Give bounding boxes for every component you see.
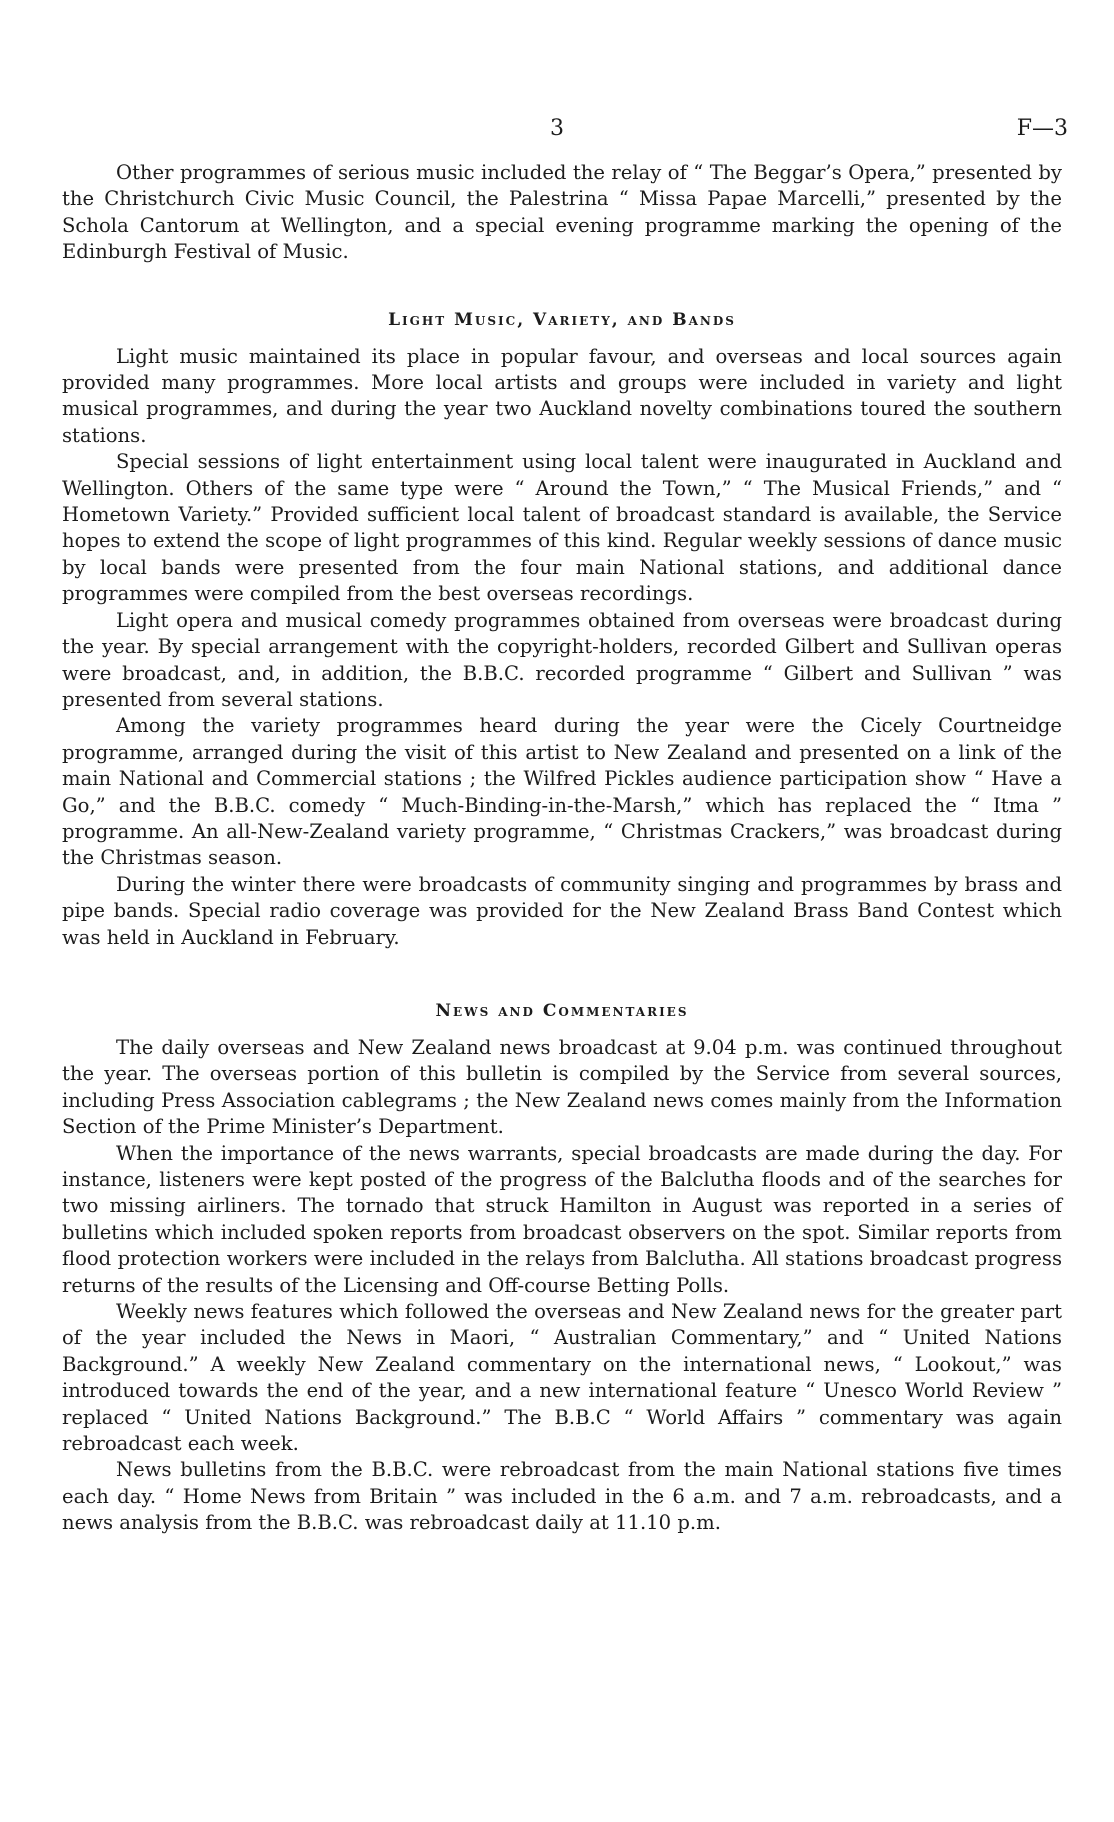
paragraph: During the winter there were broadcasts of community singing and programmes by brass and pipe bands. Special radio coverage was provided for the New Zealand Brass Band Contest which was held in Auckland in February. <box>62 872 1062 949</box>
page-header <box>62 0 1068 160</box>
intro-section <box>62 160 1062 266</box>
light-music-section <box>62 310 1062 951</box>
paragraph: Light opera and musical comedy programmes obtained from overseas were broadcast during the year. By special arrangement with the copyright-holders, recorded Gilbert and Sullivan operas were broadcast, and, in addition, the B.B.C. recorded programme “ Gilbert and Sullivan ” was presented from several stations. <box>62 608 1062 711</box>
document-page <box>62 0 1068 1537</box>
paragraph: When the importance of the news warrants, special broadcasts are made during the day. For instance, listeners were kept posted of the progress of the Balclutha floods and of the searches for two missing airliners. The tornado that struck Hamilton in August was reported in a series of bulletins which included spoken reports from broadcast observers on the spot. Similar reports from flood protection workers were included in the relays from Balclutha. All stations broadcast progress returns of the results of the Licensing and Off-course Betting Polls. <box>62 1141 1062 1297</box>
section-heading: Light Music, Variety, and Bands <box>388 309 736 330</box>
paragraph: The daily overseas and New Zealand news broadcast at 9.04 p.m. was continued throughout the year. The overseas portion of this bulletin is compiled by the Service from several sources, including Press Association cablegrams ; the New Zealand news comes mainly from the Information Section of the Prime Minister’s Department. <box>62 1035 1062 1139</box>
page-number: 3 <box>550 116 564 141</box>
paragraph: Special sessions of light entertainment using local talent were inaugurated in Auckland and Wellington. Others of the same type were “ Around the Town,” “ The Musical Friends,” and “ Hometown Variety.” Provided sufficient local talent of broadcast standard is available, the Service hopes to extend the scope of light programmes of this kind. Regular weekly sessions of dance music by local bands were presented from the four main National stations, and additional dance programmes were compiled from the best overseas recordings. <box>62 450 1062 606</box>
paragraph: Weekly news features which followed the overseas and New Zealand news for the greater part of the year included the News in Maori, “ Australian Commentary,” and “ United Nations Background.” A weekly New Zealand commentary on the international news, “ Lookout,” was introduced towards the end of the year, and a new international feature “ Unesco World Review ” replaced “ United Nations Background.” The B.B.C “ World Affairs ” commentary was again rebroadcast each week. <box>62 1300 1062 1456</box>
section-heading: News and Commentaries <box>435 1000 689 1021</box>
paragraph: News bulletins from the B.B.C. were rebroadcast from the main National stations five times each day. “ Home News from Britain ” was included in the 6 a.m. and 7 a.m. rebroadcasts, and a news analysis from the B.B.C. was rebroadcast daily at 11.10 p.m. <box>62 1458 1062 1535</box>
paragraph: Among the variety programmes heard during the year were the Cicely Courtneidge programme, arranged during the visit of this artist to New Zealand and presented on a link of the main National and Commercial stations ; the Wilfred Pickles audience participation show “ Have a Go,” and the B.B.C. comedy “ Much-Binding-in-the-Marsh,” which has replaced the “ Itma ” programme. An all-New-Zealand variety programme, “ Christmas Crackers,” was broadcast during the Christmas season. <box>62 714 1062 870</box>
paragraph: Light music maintained its place in popular favour, and overseas and local sources again provided many programmes. More local artists and groups were included in variety and light musical programmes, and during the year two Auckland novelty combinations toured the southern stations. <box>62 344 1062 447</box>
page-reference: F—3 <box>1016 116 1068 141</box>
news-section <box>62 1001 1062 1537</box>
paragraph: Other programmes of serious music included the relay of “ The Beggar’s Opera,” presented by the Christchurch Civic Music Council, the Palestrina “ Missa Papae Marcelli,” presented by the Schola Cantorum at Wellington, and a special evening programme marking the opening of the Edinburgh Festival of Music. <box>62 161 1062 264</box>
